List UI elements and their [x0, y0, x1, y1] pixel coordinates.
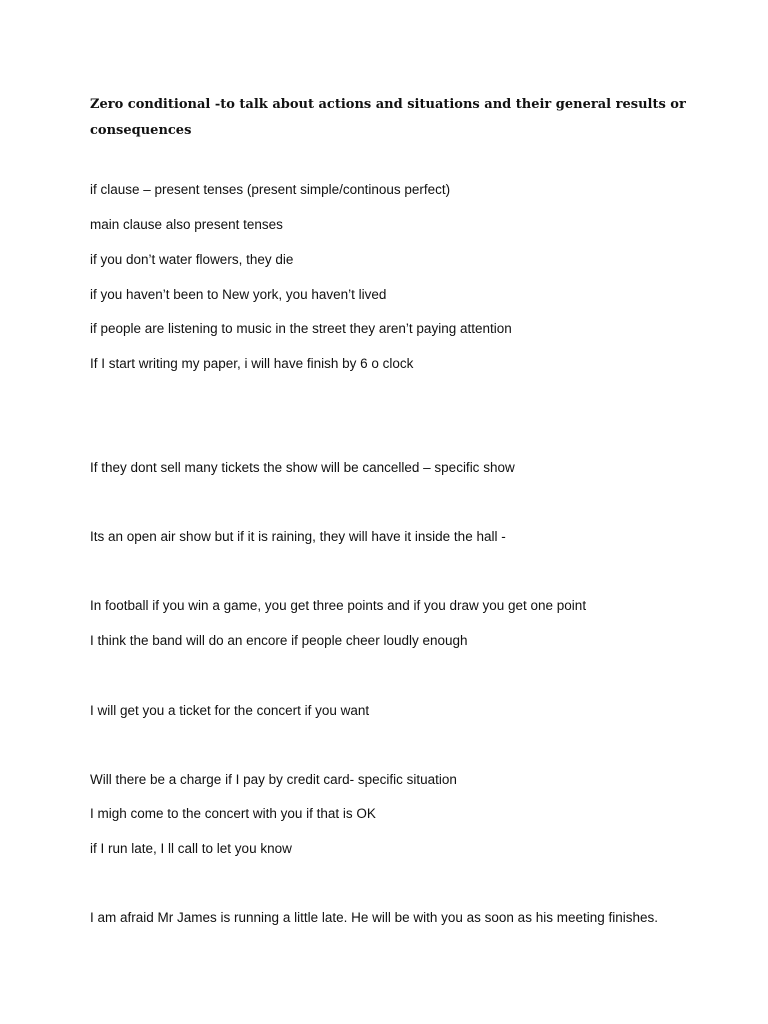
text-line: if clause – present tenses (present simple/continous perfect)	[90, 182, 451, 197]
text-line: if people are listening to music in the street they aren’t paying attention	[90, 321, 512, 336]
text-line: if I run late, I ll call to let you know	[90, 841, 292, 856]
text-line: if you haven’t been to New york, you haven’t lived	[90, 287, 387, 302]
text-line: I am afraid Mr James is running a little late. He will be with you as soon as his meeting finishes.	[90, 910, 659, 925]
text-line: main clause also present tenses	[90, 217, 283, 232]
text-line: If they dont sell many tickets the show will be cancelled – specific show	[90, 460, 515, 475]
document-title: Zero conditional -to talk about actions and situations and their general results or consequences	[90, 97, 686, 138]
text-line: In football if you win a game, you get three points and if you draw you get one point	[90, 598, 587, 613]
text-line: if you don’t water flowers, they die	[90, 252, 294, 267]
text-line: Will there be a charge if I pay by credit card- specific situation	[90, 772, 457, 787]
text-line: I will get you a ticket for the concert if you want	[90, 703, 370, 718]
text-line: I think the band will do an encore if people cheer loudly enough	[90, 633, 468, 648]
text-line: I migh come to the concert with you if that is OK	[90, 806, 376, 821]
text-line: If I start writing my paper, i will have finish by 6 o clock	[90, 356, 414, 371]
text-line: Its an open air show but if it is raining, they will have it inside the hall -	[90, 529, 506, 544]
